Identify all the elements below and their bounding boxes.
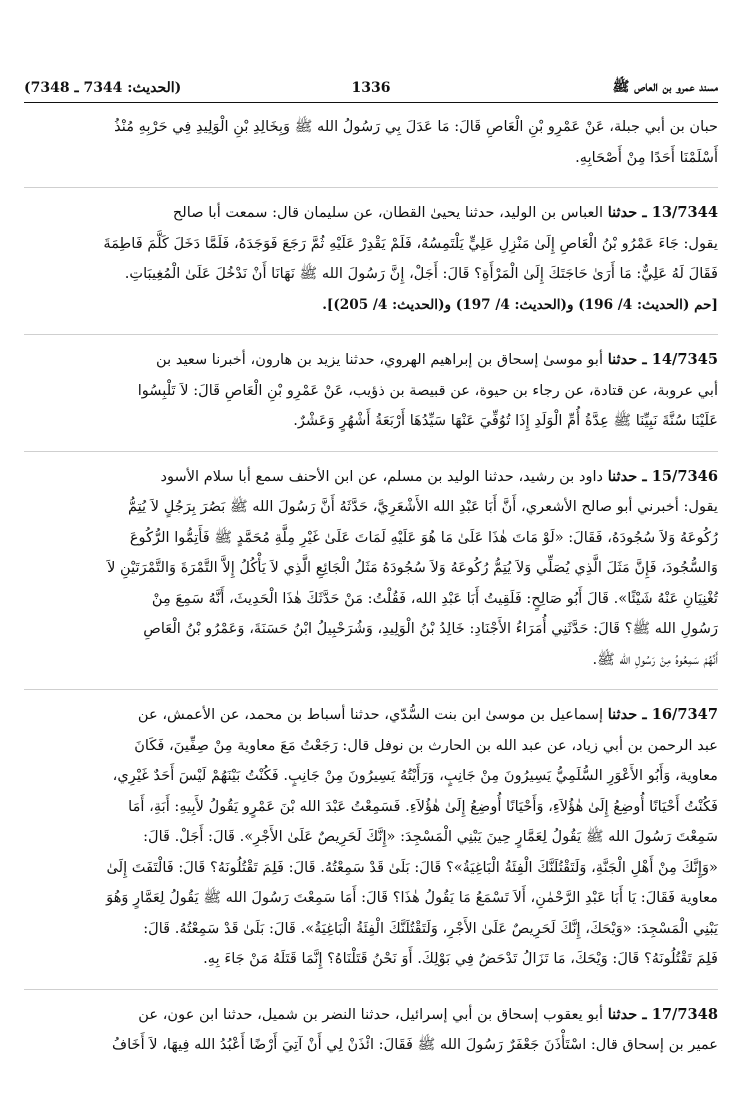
text-line [24, 376, 718, 407]
line-text: معاوية، وَأَبُو الأَعْوَرِ السُّلَمِيُّ يَسِيرُونَ مِنْ جَانِبٍ، وَرَأَيْتُهُ يَسِيرُونَ مِنْ جَانِبٍ. فَكُنْتُ بَيْنَهُمْ لَيْسَ أَحَدٌ غَيْرِي، [112, 767, 718, 784]
line-text: أَنَّهُمْ سَمِعُوهُ مِنْ رَسُولِ الله ﷺ. [592, 650, 718, 668]
running-header [24, 74, 718, 103]
text-line [24, 761, 718, 792]
text-line [24, 406, 718, 437]
text-line [24, 492, 718, 523]
book-title: مسند عمرو بن العاص ﷺ [612, 79, 718, 95]
text-line [24, 553, 718, 584]
text-line [24, 1030, 718, 1061]
page-number: 1336 [351, 80, 391, 96]
line-text: عَلَيْنَا سُنَّةَ نَبِيِّنَا ﷺ عِدَّةُ أُمِّ الْوَلَدِ إِذَا تُوُفِّيَ عَنْهَا سَيِّدُهَا أَرْبَعَةُ أَشْهُرٍ وَعَشْرٌ. [293, 412, 718, 429]
line-text: أبو موسىٰ إسحاق بن إبراهيم الهروي، حدثنا يزيد بن هارون، أخبرنا سعيد بن [156, 351, 604, 368]
hadith-separator [24, 334, 718, 335]
line-text: فَلِمَ تَقْتُلُونَهُ؟ قَالَ: وَيْحَكَ، مَا تَزَالُ تَدْحَضُ فِي بَوْلِكَ. أَوَ نَحْنُ قَتَلْنَاهُ؟ إِنَّمَا قَتَلَهُ مَنْ جَاءَ بِهِ. [203, 950, 718, 967]
text-line [24, 645, 718, 676]
line-text: فَكُنْتُ أَحْيَانًا أُوضِعُ إِلَىٰ هٰؤُلاَءِ، وَأَحْيَانًا أُوضِعُ إِلَىٰ هٰؤُلاَءِ. فَسَمِعْتُ عَبْدَ الله بْنَ عَمْرٍو يَقُولُ لأَبِيهِ: أَبَةِ، أَمَا [128, 797, 718, 815]
hadith-range: (الحديث: 7344 ـ 7348) [24, 80, 182, 96]
text-line [24, 462, 718, 493]
hadith-reference: [حم (الحديث: 4/ 196) و(الحديث: 4/ 197) و(الحديث: 4/ 205)]. [322, 296, 718, 313]
hadith-h-7344 [24, 198, 718, 320]
line-text: تُغْنِيَانِ عَنْهُ شَيْئًا». قَالَ أَبُو صَالِحٍ: فَلَقِيتُ أَبَا عَبْدِ الله، فَقُلْتُ: مَنْ حَدَّثَكَ هٰذَا الْحَدِيثَ، أَنَّهُ سَمِعَ مِنْ [151, 589, 718, 607]
text-line [24, 229, 718, 260]
hadith-separator [24, 187, 718, 188]
line-text: يقول: أخبرني أبو صالح الأشعري، أَنَّ أَبَا عَبْدِ الله الأَشْعَرِيَّ، حَدَّثَهُ أَنَّ رَسُولَ الله ﷺ بَصُرَ بِرَجُلٍ لاَ يُتِمُّ [127, 498, 718, 515]
line-text: معاوية فَقَالَ: يَا أَبَا عَبْدِ الرَّحْمٰنِ، أَلاَ تَسْمَعُ مَا يَقُولُ هٰذَا؟ قَالَ: أَمَا سَمِعْتَ رَسُولَ الله ﷺ يَقُولُ لِعَمَّارٍ وَهُوَ [106, 889, 718, 906]
text-line [24, 792, 718, 823]
hadith-number: 13/7344 ـ حدثنا [607, 204, 718, 221]
hadith-number: 17/7348 ـ حدثنا [607, 1005, 718, 1023]
line-text: يقول: جَاءَ عَمْرُو بْنُ الْعَاصِ إِلَىٰ مَنْزِلِ عَلِيٍّ يَلْتَمِسُهُ، فَلَمْ يَقْدِرْ عَلَيْهِ ثُمَّ رَجَعَ فَوَجَدَهُ، فَلَمَّا دَخَلَ كَلَّمَ فَاطِمَةَ [103, 234, 718, 252]
text-line [24, 112, 718, 143]
text-line [24, 143, 718, 174]
text-line [24, 822, 718, 853]
line-text: أبي عروبة، عن قتادة، عن رجاء بن حيوة، عن قبيصة بن ذؤيب، عَنْ عَمْرِو بْنِ الْعَاصِ قَالَ: لاَ تَلْبِسُوا [137, 381, 718, 399]
text-line [24, 883, 718, 914]
text-line [24, 614, 718, 645]
text-line [24, 944, 718, 975]
hadith-separator [24, 689, 718, 690]
hadith-number: 14/7345 ـ حدثنا [607, 351, 718, 368]
hadith-h-7346 [24, 462, 718, 676]
text-line [24, 345, 718, 376]
line-text: أَسْلَمْنَا أَحَدًا مِنْ أَصْحَابِهِ. [575, 148, 718, 166]
line-text: وَالسُّجُودَ، فَإِنَّ مَثَلَ الَّذِي يُصَلِّي وَلاَ يُتِمُّ رُكُوعَهُ وَلاَ سُجُودَهُ مَثَلُ الْجَائِعِ الَّذِي لاَ يَأْكُلُ إِلاَّ التَّمْرَةَ وَالتَّمْرَتَيْنِ لاَ [107, 559, 718, 576]
line-text: عمير بن إسحاق قال: اسْتَأْذَنَ جَعْفَرٌ رَسُولَ الله ﷺ فَقَالَ: ائْذَنْ لِي أَنْ آتِيَ أَرْضًا أَعْبُدُ الله فِيهَا، لاَ أَخَافُ [111, 1036, 718, 1053]
line-text: أبو يعقوب إسحاق بن أبي إسرائيل، حدثنا النضر بن شميل، حدثنا ابن عون، عن [138, 1005, 604, 1023]
text-line [24, 853, 718, 884]
line-text: يَبْنِي الْمَسْجِدَ: «وَيْحَكَ، إِنَّكَ لَحَرِيصٌ عَلَىٰ الأَجْرِ، وَلَتَقْتُلَنَّكَ الْفِئَةُ الْبَاغِيَةُ». قَالَ: بَلَىٰ قَدْ سَمِعْتُهُ. قَالَ: [143, 919, 718, 937]
hadith-number: 15/7346 ـ حدثنا [607, 467, 718, 485]
text-line [24, 523, 718, 554]
text-line [24, 1000, 718, 1031]
hadith-h-7348 [24, 1000, 718, 1061]
line-text: فَقَالَ لَهُ عَلِيٌّ: مَا أَرَىٰ حَاجَتَكَ إِلَىٰ الْمَرْأَةِ؟ قَالَ: أَجَلْ، إِنَّ رَسُولَ الله ﷺ نَهَانَا أَنْ نَدْخُلَ عَلَىٰ الْمُغِيبَاتِ. [124, 265, 718, 282]
text-line [24, 731, 718, 762]
line-text: العباس بن الوليد، حدثنا يحيىٰ القطان، عن سليمان قال: سمعت أبا صالح [172, 204, 604, 221]
text-line [24, 584, 718, 615]
hadith-separator [24, 989, 718, 990]
line-text: حبان بن أبي جبلة، عَنْ عَمْرِو بْنِ الْعَاصِ قَالَ: مَا عَدَلَ بِي رَسُولُ الله ﷺ وَبِخَالِدِ بْنِ الْوَلِيدِ فِي حَرْبِهِ مُنْذُ [114, 118, 718, 135]
line-text: «وَإِنَّكَ مِنْ أَهْلِ الْجَنَّةِ، وَلَتَقْتُلَنَّكَ الْفِئَةُ الْبَاغِيَةُ»؟ قَالَ: بَلَىٰ قَدْ سَمِعْتُهُ. قَالَ: فَلِمَ تَقْتُلُونَهُ؟ قَالَ: فَالْتَفَتَ إِلَىٰ [106, 858, 718, 876]
line-text: رُكُوعَهُ وَلاَ سُجُودَهُ، فَقَالَ: «لَوْ مَاتَ هٰذَا عَلَىٰ مَا هُوَ عَلَيْهِ لَمَاتَ عَلَىٰ غَيْرِ مِلَّةِ مُحَمَّدٍ ﷺ فَأَتِمُّوا الرُّكُوعَ [129, 528, 718, 546]
text-line [24, 259, 718, 290]
hadith-h-intro [24, 112, 718, 173]
line-text: إسماعيل بن موسىٰ ابن بنت السُّدّي، حدثنا أسباط بن محمد، عن الأعمش، عن [137, 706, 604, 723]
line-text: داود بن رشيد، حدثنا الوليد بن مسلم، عن ابن الأحنف سمع أبا سلام الأسود [160, 467, 604, 485]
hadith-h-7345 [24, 345, 718, 437]
page-body [24, 112, 718, 1075]
text-line [24, 914, 718, 945]
hadith-h-7347 [24, 700, 718, 975]
hadith-number: 16/7347 ـ حدثنا [607, 706, 718, 723]
text-line [24, 198, 718, 229]
hadith-separator [24, 451, 718, 452]
text-line [24, 700, 718, 731]
line-text: سَمِعْتَ رَسُولَ الله ﷺ يَقُولُ لِعَمَّارٍ حِينَ يَبْنِي الْمَسْجِدَ: «إِنَّكَ لَحَرِيصٌ عَلَىٰ الأَجْرِ». قَالَ: أَجَلْ. قَالَ: [143, 828, 718, 845]
line-text: عبد الرحمن بن أبي زياد، عن عبد الله بن الحارث بن نوفل قال: رَجَعْتُ مَعَ معاوية مِنْ صِفِّينَ، فَكَانَ [134, 736, 718, 754]
line-text: رَسُولِ الله ﷺ؟ قَالَ: حَدَّثَنِي أُمَرَاءُ الأَجْنَادِ: خَالِدُ بْنُ الْوَلِيدِ، وَشُرَحْبِيلُ ابْنُ حَسَنَةَ، وَعَمْرُو بْنُ الْعَاصِ [143, 620, 718, 637]
